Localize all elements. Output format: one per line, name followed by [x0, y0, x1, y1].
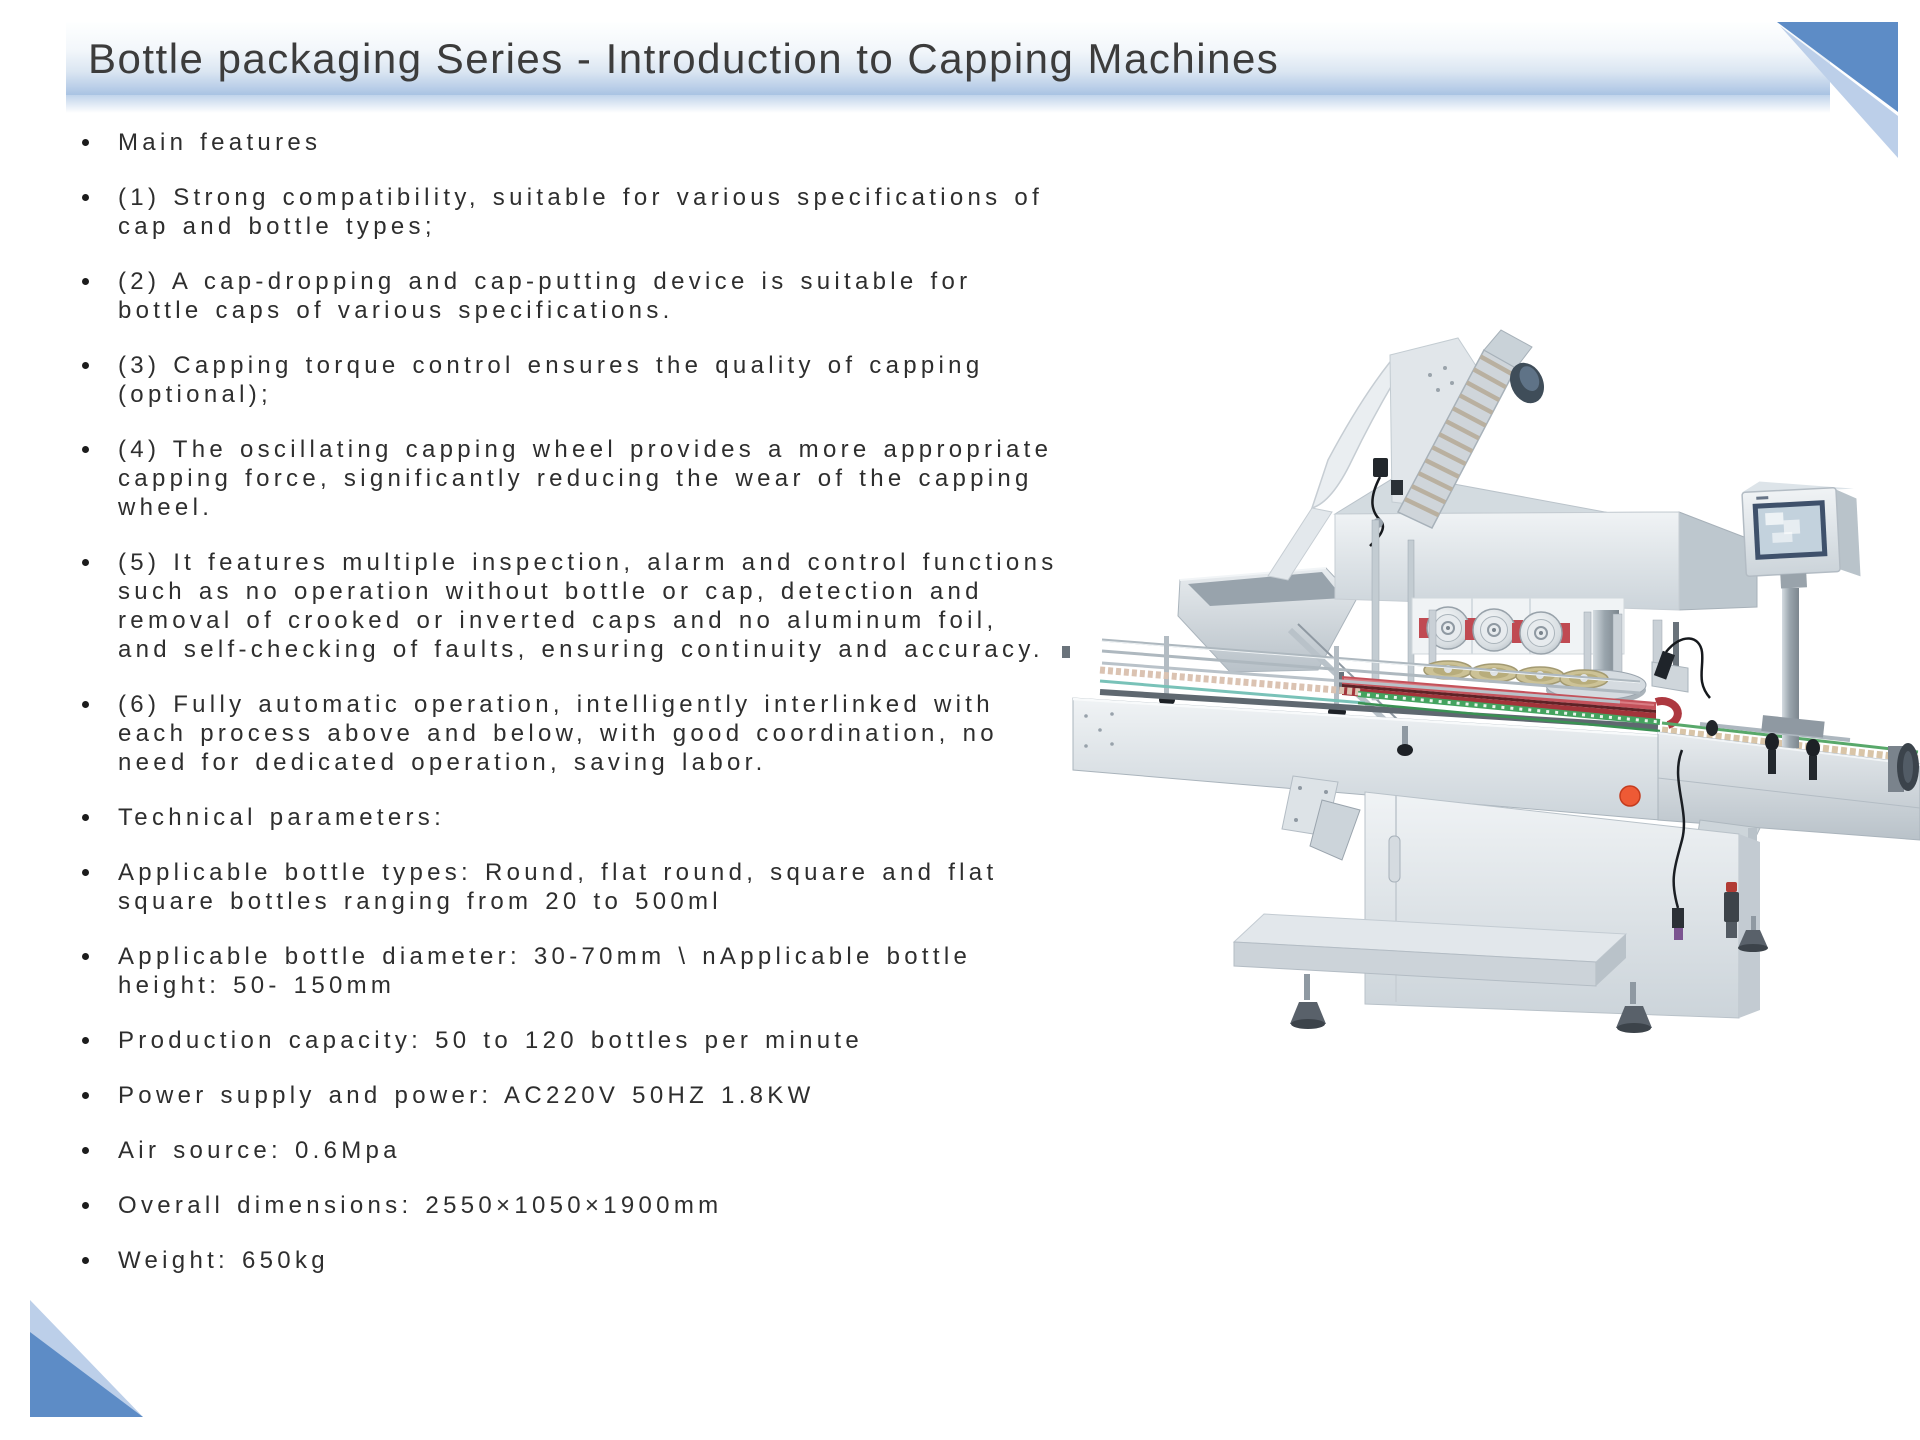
- list-item: [74, 1081, 1060, 1110]
- list-item-text: (1) Strong compatibility, suitable for various specifications of cap and bottle types;: [118, 184, 1044, 240]
- bullet-icon: [82, 446, 89, 453]
- bullet-icon: [82, 701, 89, 708]
- title-bar: [66, 22, 1830, 95]
- hmi-panel: [1741, 477, 1860, 591]
- list-item-text: Production capacity: 50 to 120 bottles per minute: [118, 1027, 864, 1054]
- bullet-icon: [82, 1257, 89, 1264]
- list-item: [74, 858, 1060, 916]
- bullet-icon: [82, 559, 89, 566]
- list-item: [74, 267, 1060, 325]
- list-item-text: Weight: 650kg: [118, 1247, 329, 1274]
- bullet-icon: [82, 953, 89, 960]
- list-item-text: Overall dimensions: 2550×1050×1900mm: [118, 1192, 723, 1219]
- elevator-sensor: [1373, 458, 1388, 477]
- list-item: [74, 690, 1060, 777]
- list-item: [74, 128, 1060, 157]
- capping-heads: [1419, 607, 1570, 654]
- corner-decoration-bottom-left: [30, 1288, 160, 1420]
- bullet-icon: [82, 1202, 89, 1209]
- list-item-text: Main features: [118, 129, 322, 156]
- air-regulator: [1724, 882, 1739, 938]
- bullet-icon: [82, 194, 89, 201]
- corner-triangle-dark: [1777, 22, 1898, 112]
- bullet-icon: [82, 814, 89, 821]
- list-item: [74, 1246, 1060, 1275]
- bullet-icon: [82, 1092, 89, 1099]
- list-item: [74, 1191, 1060, 1220]
- bullet-icon: [82, 1037, 89, 1044]
- machine-figure: [1060, 280, 1920, 1040]
- corner-decoration-top-right: [1760, 0, 1920, 160]
- feature-list: [74, 128, 1060, 1301]
- emergency-button[interactable]: [1620, 786, 1640, 806]
- list-item-text: Technical parameters:: [118, 804, 446, 831]
- list-item-text: (2) A cap-dropping and cap-putting device is suitable for bottle caps of various specifications.: [118, 268, 972, 324]
- list-item-text: Power supply and power: AC220V 50HZ 1.8KW: [118, 1082, 815, 1109]
- list-item: [74, 1026, 1060, 1055]
- list-item: [74, 942, 1060, 1000]
- bullet-icon: [82, 1147, 89, 1154]
- bullet-icon: [82, 278, 89, 285]
- page-title: Bottle packaging Series - Introduction to Capping Machines: [88, 35, 1280, 82]
- title-bar-shadow: [66, 95, 1830, 113]
- list-item: [74, 183, 1060, 241]
- bullet-icon: [82, 869, 89, 876]
- list-item: [74, 1136, 1060, 1165]
- hmi-logo: [1756, 496, 1768, 500]
- list-item-text: Applicable bottle diameter: 30-70mm \ nApplicable bottle height: 50- 150mm: [118, 943, 972, 999]
- list-item-text: (5) It features multiple inspection, alarm and control functions such as no operation without bottle or cap, detection and removal of crooked or inverted caps and no aluminum foil, and self-checking of faults, ensuring continuity and accuracy.: [118, 549, 1058, 663]
- list-item-text: (3) Capping torque control ensures the quality of capping (optional);: [118, 352, 984, 408]
- list-item: [74, 803, 1060, 832]
- machine-image: [1060, 280, 1920, 1040]
- list-item-text: Applicable bottle types: Round, flat round, square and flat square bottles ranging from 20 to 500ml: [118, 859, 998, 915]
- list-item: [74, 548, 1060, 664]
- bullet-icon: [82, 362, 89, 369]
- bullet-icon: [82, 139, 89, 146]
- list-item-text: Air source: 0.6Mpa: [118, 1137, 401, 1164]
- door-handle[interactable]: [1389, 836, 1400, 882]
- list-item-text: (6) Fully automatic operation, intelligently interlinked with each process above and below, with good coordination, no need for dedicated operation, saving labor.: [118, 691, 998, 776]
- list-item: [74, 351, 1060, 409]
- list-item: [74, 435, 1060, 522]
- list-item-text: (4) The oscillating capping wheel provides a more appropriate capping force, significantly reducing the wear of the capping wheel.: [118, 436, 1053, 521]
